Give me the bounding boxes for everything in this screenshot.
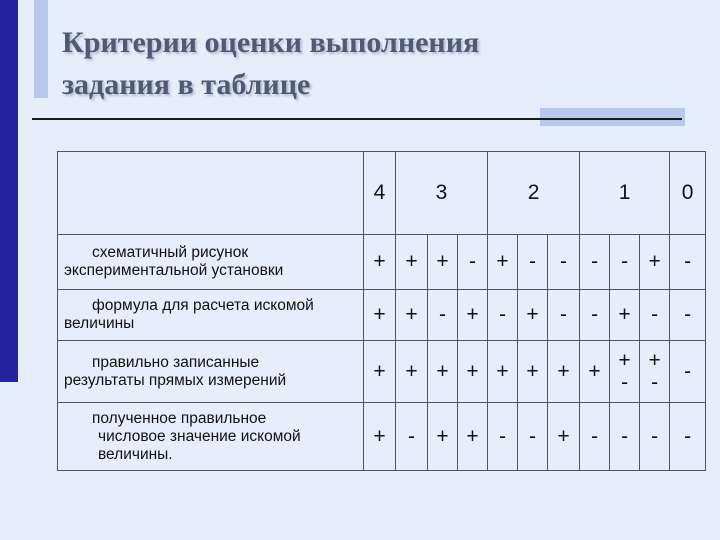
mark-cell: +	[364, 290, 396, 341]
decor-vertical-bar	[0, 0, 18, 382]
mark-cell: -	[580, 403, 610, 471]
mark-cell: -	[670, 403, 706, 471]
mark-cell: -	[670, 341, 706, 403]
mark-cell: +	[518, 341, 548, 403]
criterion-text: экспериментальной установки	[64, 262, 284, 279]
criterion-text: схематичный рисунок	[92, 244, 249, 261]
header-grade-3: 3	[396, 152, 488, 235]
table-row	[58, 341, 706, 403]
mark-cell: -	[610, 235, 640, 290]
table-row	[58, 235, 706, 290]
mark-cell: -	[548, 290, 580, 341]
mark-cell: -	[580, 235, 610, 290]
criterion-cell	[58, 403, 364, 471]
criterion-cell	[58, 290, 364, 341]
mark-cell: +	[364, 341, 396, 403]
criterion-text: величины	[64, 315, 135, 332]
mark-cell: +	[396, 341, 428, 403]
mark-cell: -	[488, 403, 518, 471]
mark-cell: +	[458, 290, 488, 341]
mark-cell: +	[548, 403, 580, 471]
title-underline	[32, 118, 682, 120]
criteria-table	[57, 151, 706, 471]
mark-cell: -	[670, 290, 706, 341]
mark-cell: +	[458, 341, 488, 403]
mark-cell: +	[548, 341, 580, 403]
mark-cell: -	[640, 403, 670, 471]
decor-light-square-top	[34, 0, 48, 98]
mark-cell: -	[396, 403, 428, 471]
mark-cell: + -	[610, 341, 640, 403]
criterion-text: правильно записанные	[92, 353, 260, 371]
criterion-text: числовое значение искомой	[98, 427, 301, 445]
criterion-text: полученное правильное	[92, 409, 267, 427]
mark-cell: +	[428, 235, 458, 290]
page-title	[62, 22, 662, 106]
mark-cell: +	[428, 341, 458, 403]
criterion-text: величины.	[98, 445, 173, 463]
mark-cell: -	[518, 403, 548, 471]
mark-cell: -	[428, 290, 458, 341]
title-line-1: Критерии оценки выполнения	[62, 26, 480, 59]
criterion-cell	[58, 235, 364, 290]
criterion-text: результаты прямых измерений	[64, 371, 287, 389]
mark-cell: +	[488, 235, 518, 290]
mark-cell: -	[548, 235, 580, 290]
mark-cell: -	[518, 235, 548, 290]
mark-cell: -	[670, 235, 706, 290]
mark-cell: +	[580, 341, 610, 403]
mark-cell: +	[364, 235, 396, 290]
mark-cell: -	[640, 290, 670, 341]
mark-cell: +	[488, 341, 518, 403]
criterion-text: формула для расчета искомой	[92, 297, 314, 314]
mark-cell: +	[458, 403, 488, 471]
mark-cell: -	[580, 290, 610, 341]
mark-cell: +	[518, 290, 548, 341]
mark-cell: +	[364, 403, 396, 471]
mark-cell: +	[610, 290, 640, 341]
table-row	[58, 290, 706, 341]
mark-cell: -	[458, 235, 488, 290]
mark-cell: -	[610, 403, 640, 471]
mark-cell: -	[488, 290, 518, 341]
table-row	[58, 403, 706, 471]
decor-light-square-right	[540, 108, 685, 126]
header-row	[58, 152, 706, 235]
header-grade-4: 4	[364, 152, 396, 235]
header-grade-0: 0	[670, 152, 706, 235]
header-grade-1: 1	[580, 152, 670, 235]
criterion-cell	[58, 341, 364, 403]
header-grade-2: 2	[488, 152, 580, 235]
header-empty-cell	[58, 152, 364, 235]
mark-cell: + -	[640, 341, 670, 403]
title-line-2: задания в таблице	[62, 68, 311, 101]
mark-cell: +	[640, 235, 670, 290]
mark-cell: +	[396, 290, 428, 341]
mark-cell: +	[396, 235, 428, 290]
mark-cell: +	[428, 403, 458, 471]
